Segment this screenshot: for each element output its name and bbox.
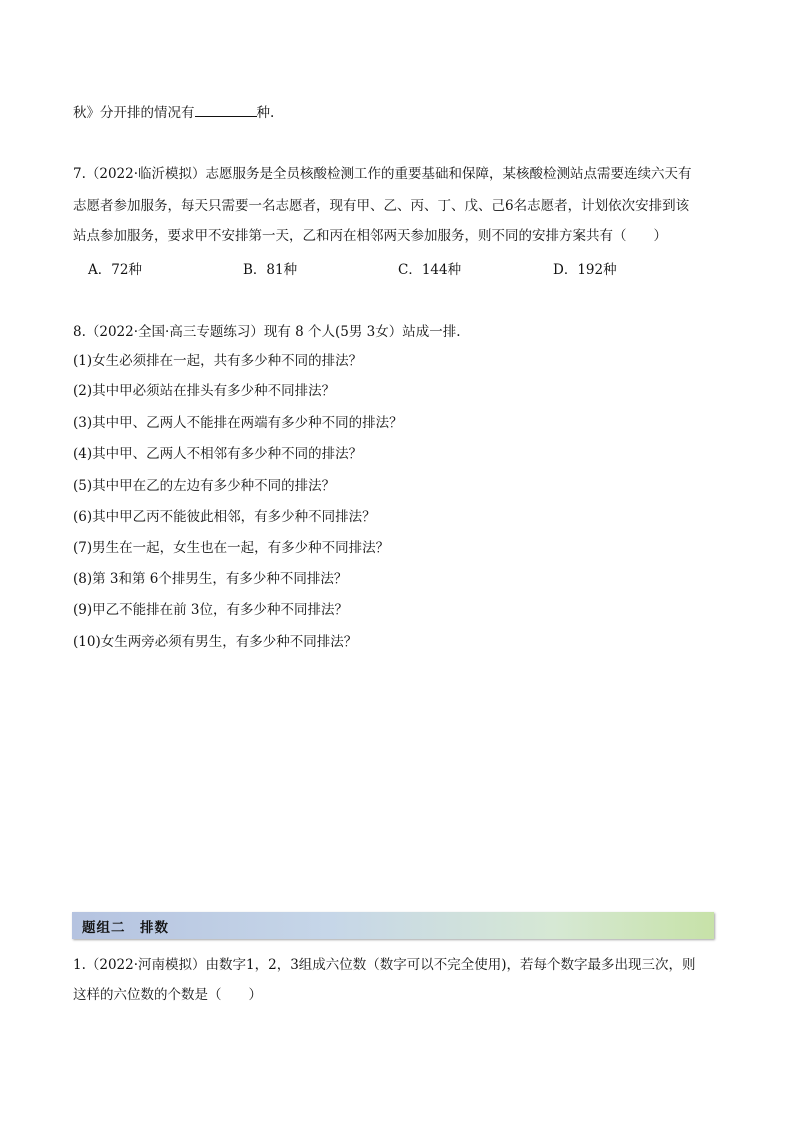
q8-item: (10)女生两旁必须有男生，有多少种不同排法？ <box>73 634 358 650</box>
q8-item: (6)其中甲乙丙不能彼此相邻，有多少种不同排法？ <box>73 509 376 525</box>
q1-line-1: 1.（2022·河南模拟）由数字1，2，3组成六位数（数字可以不完全使用)，若每个数字最多出现三次，则 <box>73 957 696 973</box>
continuation-suffix: 种. <box>256 105 275 121</box>
q8-item: (4)其中甲、乙两人不相邻有多少种不同的排法？ <box>73 446 363 462</box>
q7-line-2: 志愿者参加服务，每天只需要一名志愿者，现有甲、乙、丙、丁、戊、己6名志愿者，计划依次安排到该 <box>73 198 690 214</box>
q1-line-2: 这样的六位数的个数是（ ） <box>73 987 262 1003</box>
q7-choice-c: C．144种 <box>398 262 462 278</box>
q7-choice-a: A．72种 <box>88 262 142 278</box>
section-title: 题组二 排数 <box>82 920 169 936</box>
q7-choice-d: D．192种 <box>553 262 617 278</box>
q8-item: (9)甲乙不能排在前 3位，有多少种不同排法？ <box>73 602 349 618</box>
q8-title: 8.（2022·全国·高三专题练习）现有 8 个人(5男 3女）站成一排. <box>73 324 461 340</box>
q7-line-1: 7.（2022·临沂模拟）志愿服务是全员核酸检测工作的重要基础和保障，某核酸检测站点需要连续六天有 <box>73 166 692 182</box>
q8-item: (5)其中甲在乙的左边有多少种不同的排法？ <box>73 478 336 494</box>
q8-item: (1)女生必须排在一起，共有多少种不同的排法？ <box>73 353 363 369</box>
q7-choice-b: B．81种 <box>243 262 298 278</box>
q8-item: (8)第 3和第 6个排男生，有多少种不同排法？ <box>73 571 348 587</box>
q7-choices <box>0 258 794 278</box>
section-banner <box>72 912 714 939</box>
q8-item: (2)其中甲必须站在排头有多少种不同排法？ <box>73 383 336 399</box>
q8-item: (3)其中甲、乙两人不能排在两端有多少种不同的排法？ <box>73 415 403 431</box>
continuation-prefix: 秋》分开排的情况有 <box>73 105 195 121</box>
q7-line-3: 站点参加服务，要求甲不安排第一天，乙和丙在相邻两天参加服务，则不同的安排方案共有（ ） <box>73 228 667 244</box>
continuation-line <box>73 102 274 123</box>
q8-item: (7)男生在一起，女生也在一起，有多少种不同排法？ <box>73 540 390 556</box>
answer-blank <box>195 102 257 117</box>
